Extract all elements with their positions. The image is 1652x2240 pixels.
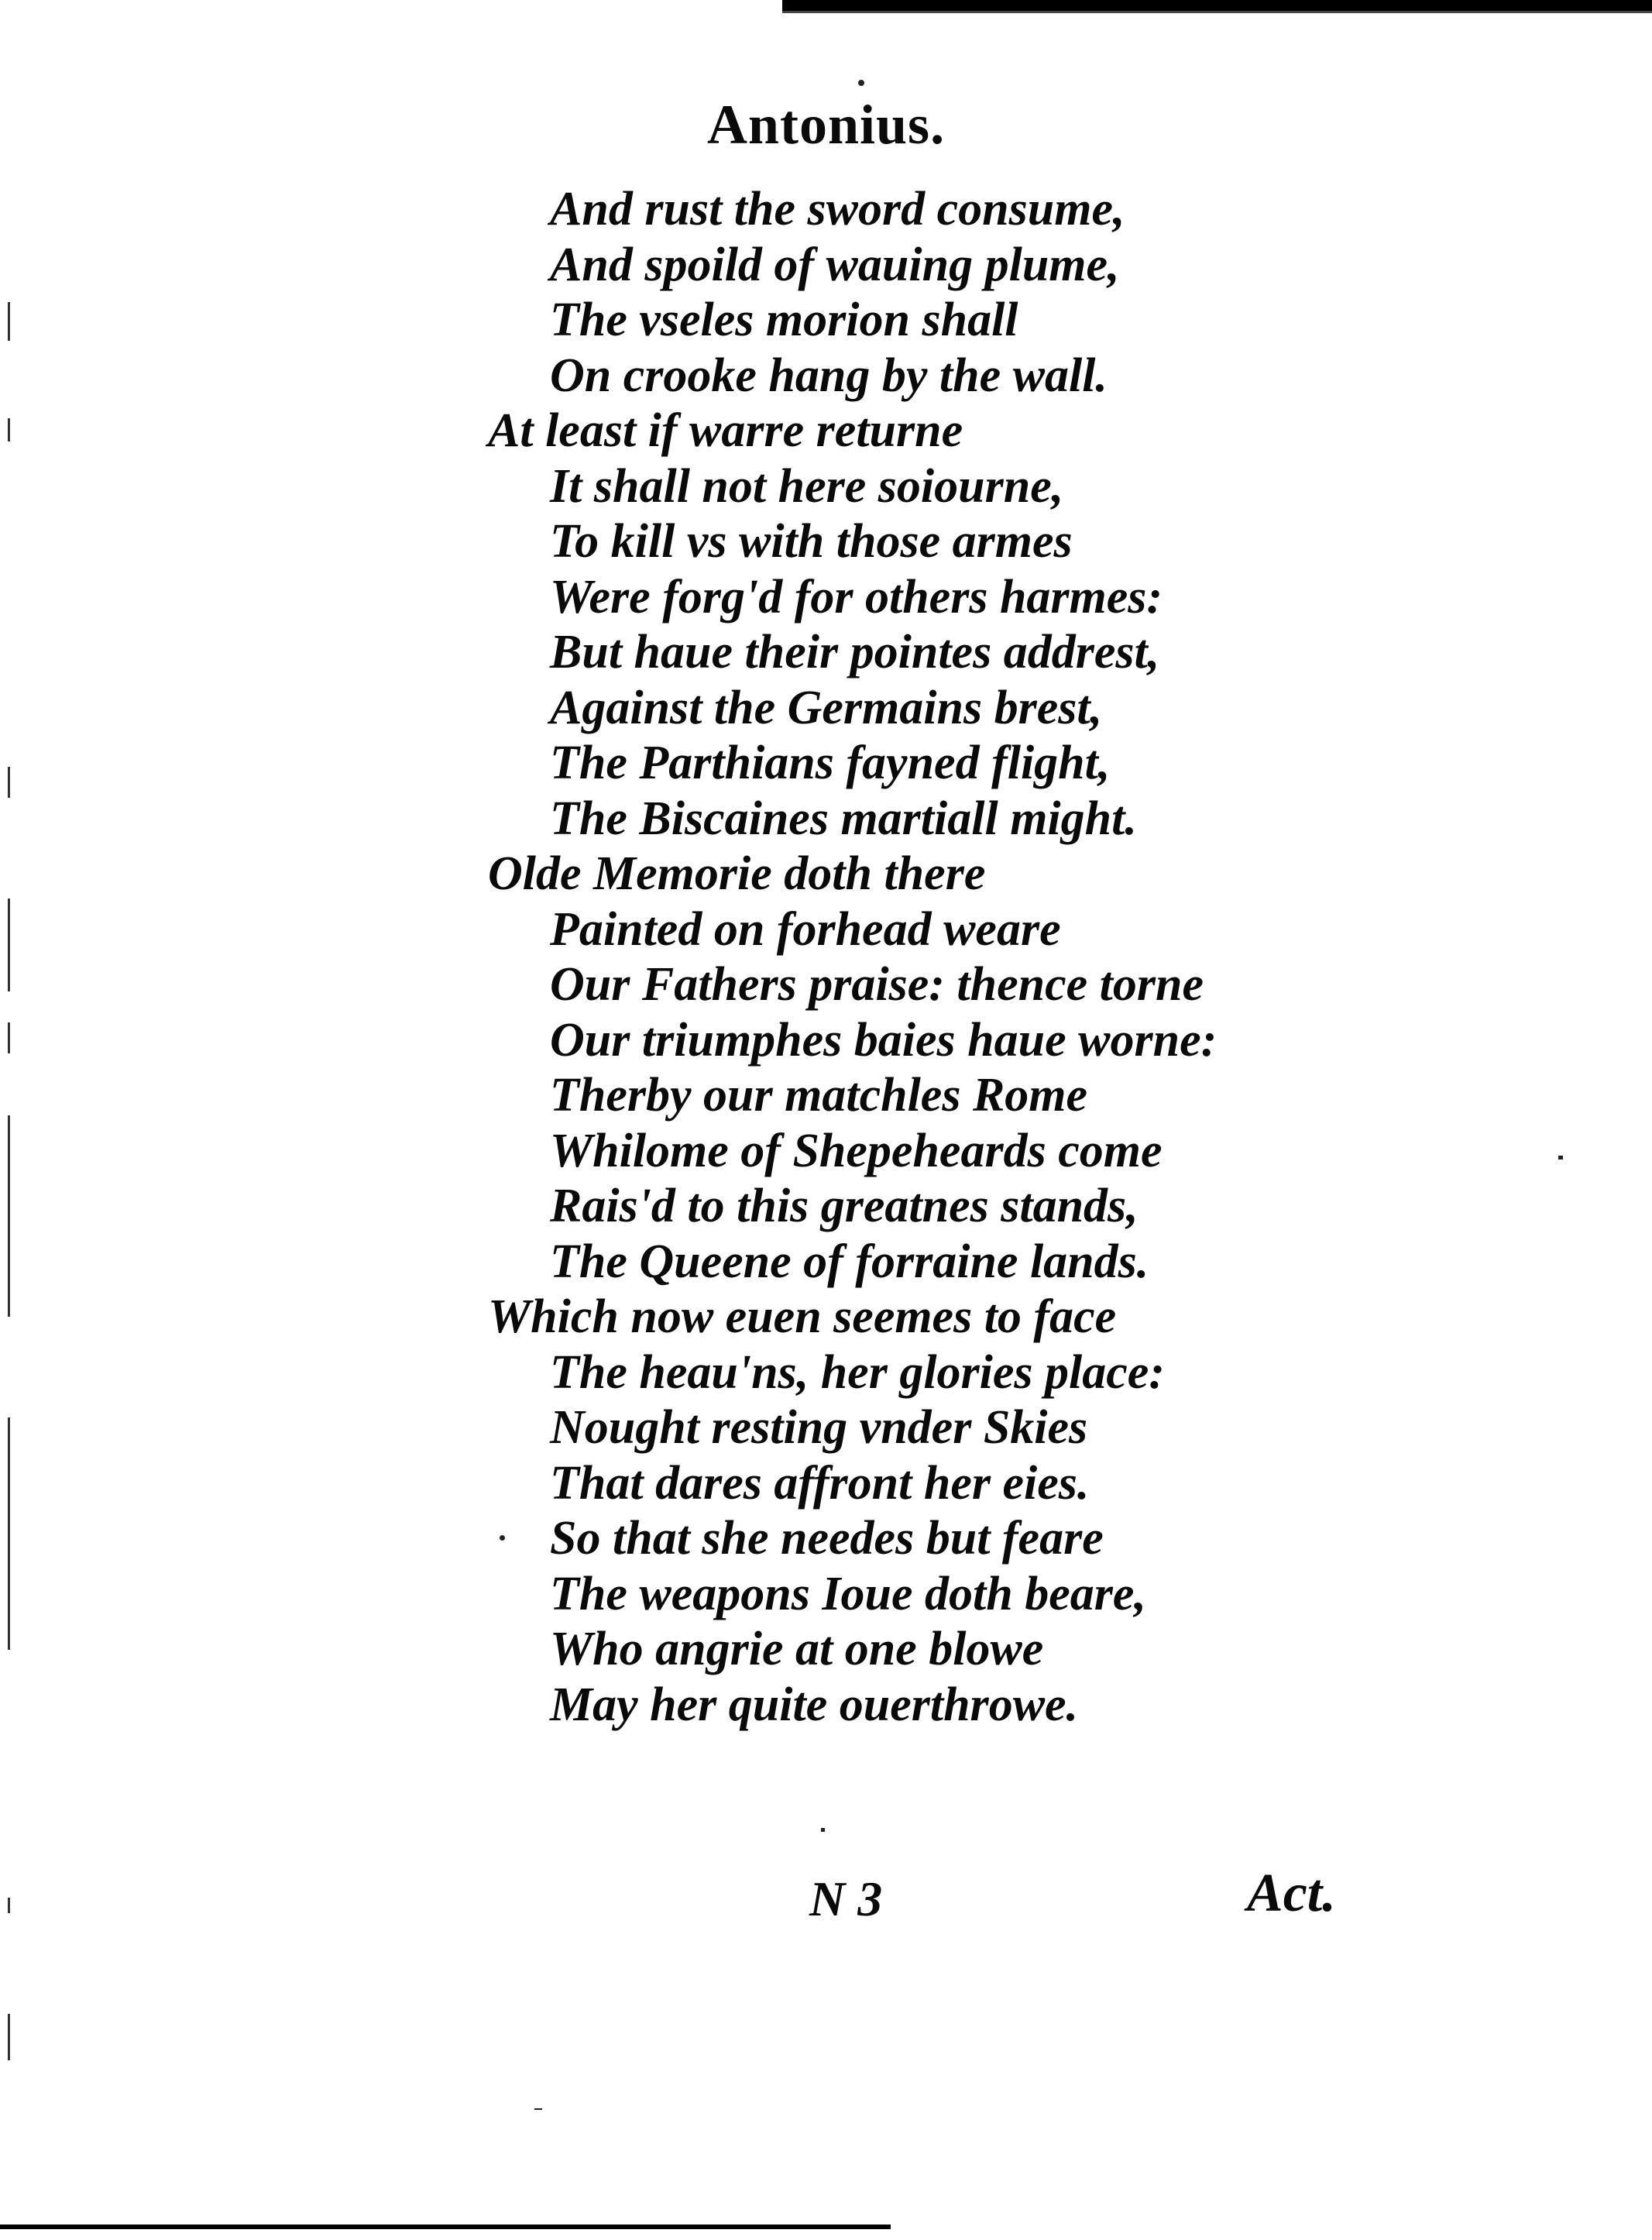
verse-line: The Parthians fayned flight, (550, 737, 1111, 789)
verse-line: Olde Memorie doth there (488, 847, 986, 900)
verse-line: The weapons Ioue doth beare, (550, 1567, 1146, 1620)
verse-line: Rais'd to this greatnes stands, (550, 1180, 1139, 1232)
ink-speck (534, 2108, 542, 2110)
verse-line: Nought resting vnder Skies (550, 1401, 1088, 1454)
verse-line: To kill vs with those armes (550, 515, 1073, 568)
margin-artifact (8, 418, 10, 441)
margin-artifact (8, 1115, 10, 1317)
running-head: Antonius. (706, 94, 946, 156)
verse-block (488, 182, 1217, 1733)
verse-line: It shall not here soiourne, (550, 459, 1064, 513)
verse-line: Were forg'd for others harmes: (550, 570, 1163, 624)
verse-line: The vseles morion shall (550, 294, 1018, 346)
ink-speck (858, 80, 864, 86)
ink-speck (821, 1828, 825, 1832)
margin-artifact (8, 898, 10, 991)
verse-line: May her quite ouerthrowe. (550, 1678, 1079, 1731)
verse-line: The heau'ns, her glories place: (550, 1345, 1165, 1399)
verse-line: Which now euen seemes to face (488, 1290, 1117, 1343)
verse-line: Against the Germains brest, (550, 681, 1103, 734)
top-border-rule (782, 0, 1652, 11)
margin-artifact (8, 1898, 10, 1913)
verse-line: And spoild of wauing plume, (550, 238, 1120, 291)
verse-line: So that she needes but feare (550, 1512, 1104, 1565)
verse-line: The Biscaines martiall might. (550, 792, 1137, 845)
verse-line: Our triumphes baies haue worne: (550, 1013, 1218, 1067)
margin-artifact (8, 1022, 10, 1053)
ink-speck (1558, 1156, 1563, 1160)
verse-line: Who angrie at one blowe (550, 1623, 1044, 1675)
margin-artifact (8, 302, 10, 341)
verse-line: That dares affront her eies. (550, 1456, 1090, 1510)
verse-line: But haue their pointes addrest, (550, 626, 1160, 679)
verse-line: Therby our matchles Rome (550, 1069, 1088, 1122)
verse-line: And rust the sword consume, (550, 183, 1125, 235)
top-border-rule-thin (782, 11, 1652, 13)
margin-artifact (8, 2014, 10, 2060)
bottom-border-rule (0, 2225, 891, 2229)
verse-line: Painted on forhead weare (550, 902, 1061, 956)
verse-line: The Queene of forraine lands. (550, 1235, 1149, 1288)
signature-mark: N 3 (809, 1871, 883, 1926)
verse-line: Our Fathers praise: thence torne (550, 958, 1204, 1011)
verse-line: On crooke hang by the wall. (550, 349, 1108, 402)
margin-artifact (8, 767, 10, 798)
verse-line: At least if warre returne (488, 404, 963, 457)
ink-speck (500, 1535, 505, 1541)
verse-line: Whilome of Shepeheards come (550, 1124, 1163, 1177)
catchword: Act. (1247, 1864, 1336, 1923)
margin-artifact (8, 1417, 10, 1650)
